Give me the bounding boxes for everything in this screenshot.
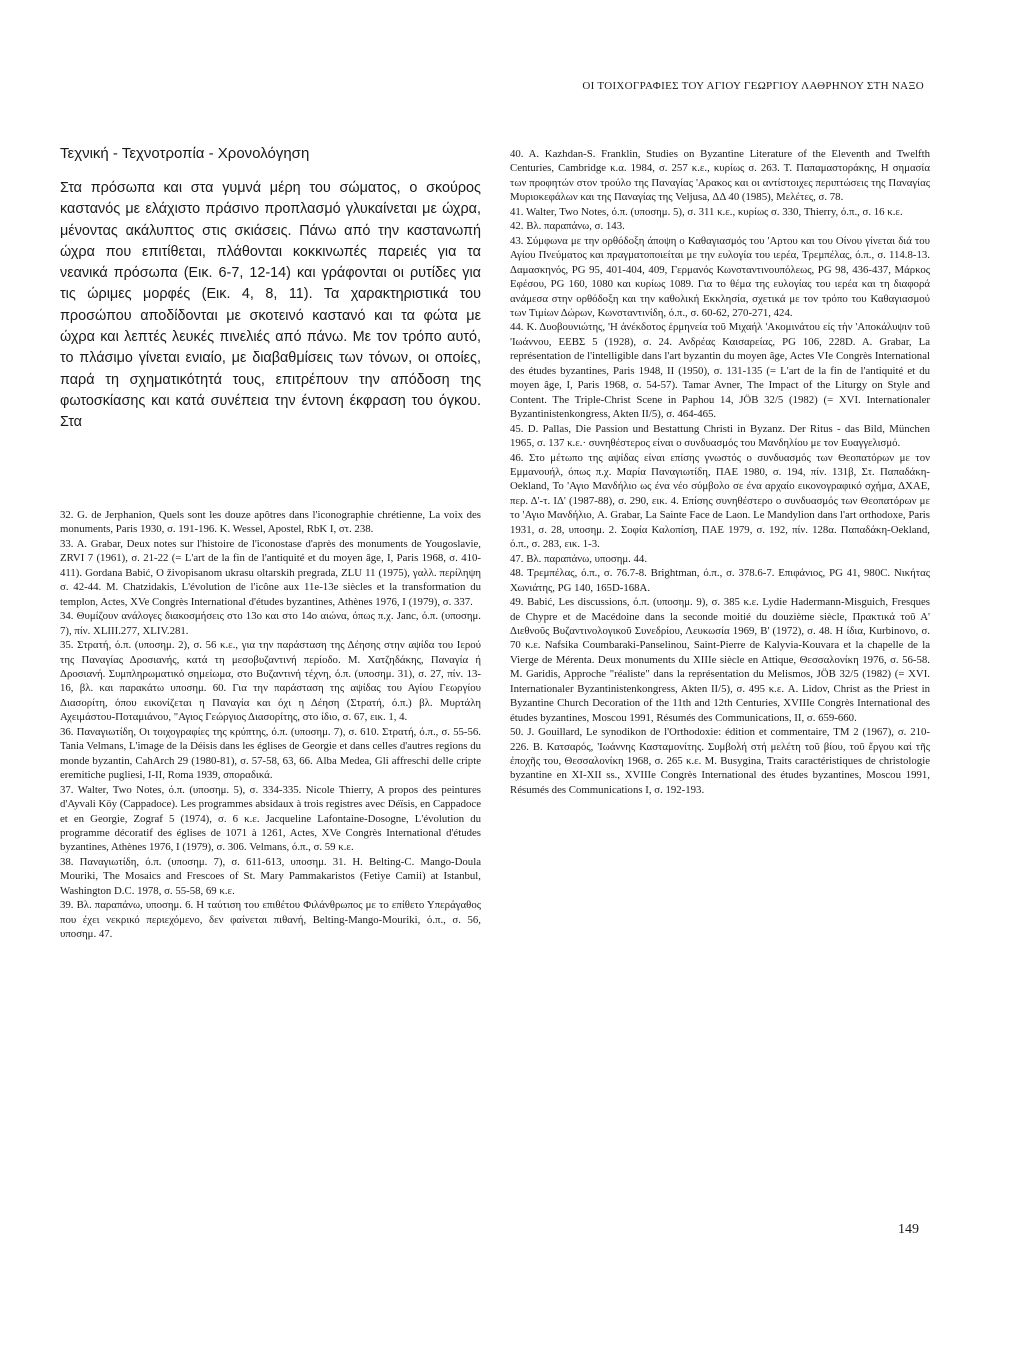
footnote-46: 46. Στο μέτωπο της αψίδας είναι επίσης γνωστός ο συνδυασμός των Θεοπατόρων με τον Εμμανουήλ, όπως π.χ. Μαρία Παναγιωτίδη, ΠΑΕ 1980, σ. 194, πίν. 131β, Στ. Παπαδάκη-Oekland, Το 'Αγιο Μανδήλιο ως ένα νέο σύμβολο σε ένα αρχαίο εικονογραφικό σχήμα, ΔΧΑΕ, περ. Δ'-τ. ΙΔ' (1987-88), σ. 290, εικ. 4. Επίσης συνηθέστερο ο συνδυασμός των Θεοπατόρων με το 'Αγιο Μανδήλιο, A. Grabar, La Sainte Face de Laon. Le Mandylion dans l'art orthodoxe, Paris 1931, σ. 28, υποσημ. 2. Σοφία Καλοπίση, ΠΑΕ 1979, σ. 192, πίν. 128α. Παπαδάκη-Oekland, ό.π., σ. 283, εικ. 1-3. [510,451,930,551]
footnote-33: 33. A. Grabar, Deux notes sur l'histoire de l'iconostase d'après des monuments de Yougoslavie, ZRVI 7 (1961), σ. 21-22 (= L'art de la fin de l'antiquité et du moyen âge, I, Paris 1968, σ. 410-411). Gordana Babić, O živopisanom ukrasu oltarskih pregrada, ZLU 11 (1975), γαλλ. περίληψη σ. 42-44. M. Chatzidakis, L'évolution de l'icône aux 11e-13e siècles et la transformation du templon, Actes, XVe Congrès International d'études byzantines, Athènes 1976, I (1979), σ. 337. [60,537,481,608]
footnote-37: 37. Walter, Two Notes, ό.π. (υποσημ. 5), σ. 334-335. Nicole Thierry, A propos des peintures d'Ayvali Köy (Cappadoce). Les programmes absidaux à trois registres avec Déïsis, en Cappadoce et en Georgie, Zograf 5 (1974), σ. 6 κ.ε. Jacqueline Lafontaine-Dosogne, L'évolution du programme décoratif des églises de 1071 à 1261, Actes, XVe Congrès International d'études byzantines, Athènes 1976, I (1979), σ. 306. Velmans, ό.π., σ. 59 κ.ε. [60,783,481,854]
footnote-45: 45. D. Pallas, Die Passion und Bestattung Christi in Byzanz. Der Ritus - das Bild, München 1965, σ. 137 κ.ε.· συνηθέστερος είναι ο συνδυασμός του Μανδηλίου με τον Ευαγγελισμό. [510,422,930,450]
right-column [510,147,930,797]
footnote-42: 42. Βλ. παραπάνω, σ. 143. [510,220,625,233]
footnote-32: 32. G. de Jerphanion, Quels sont les douze apôtres dans l'iconographie chrétienne, La voix des monuments, Paris 1930, σ. 191-196. K. Wessel, Apostel, RbK I, στ. 238. [60,509,481,536]
footnote-41: 41. Walter, Two Notes, ό.π. (υποσημ. 5), σ. 311 κ.ε., κυρίως σ. 330, Thierry, ό.π., σ. 16 κ.ε. [510,205,903,218]
section-title: Τεχνική - Τεχνοτροπία - Χρονολόγηση [60,145,310,162]
footnotes-left [60,508,481,942]
footnote-50: 50. J. Gouillard, Le synodikon de l'Orthodoxie: édition et commentaire, TM 2 (1967), σ. 210-226. Β. Κατσαρός, 'Ιωάννης Κασταμονίτης. Συμβολή στή μελέτη τοῦ βίου, τοῦ ἔργου καί τῆς ἐποχῆς του, Θεσσαλονίκη 1968, σ. 265 κ.ε. M. Busygina, Traits caractéristiques de christologie byzantine en XI-XII ss., XVIIIe Congrès International des études byzantines, Moscou 1991, Résumés des Communications I, σ. 192-193. [510,726,930,796]
footnote-47: 47. Βλ. παραπάνω, υποσημ. 44. [510,552,648,565]
page-number: 149 [898,1222,919,1237]
footnote-40: 40. A. Kazhdan-S. Franklin, Studies on Byzantine Literature of the Eleventh and Twelfth Centuries, Cambridge κ.α. 1984, σ. 257 κ.ε., κυρίως σ. 263. Τ. Παπαμαστοράκης, Η σημασία των προφητών στον τρούλο της Παναγίας 'Αρακος και οι αντίστοιχες περιπτώσεις της Παναγίας Μυριοκεφάλων και της Παναγίας της Veljusa, ΔΔ 40 (1985), Μελέτες, σ. 78. [510,148,930,204]
footnote-38: 38. Παναγιωτίδη, ό.π. (υποσημ. 7), σ. 611-613, υποσημ. 31. H. Belting-C. Mango-Doula Mouriki, The Mosaics and Frescoes of St. Mary Pammakaristos (Fetiye Camii) at Istanbul, Washington D.C. 1978, σ. 55-58, 69 κ.ε. [60,855,481,897]
footnote-43: 43. Σύμφωνα με την ορθόδοξη άποψη ο Καθαγιασμός του 'Αρτου και του Οίνου γίνεται διά του Αγίου Πνεύματος και πραγματοποιείται με την ευλογία του ιερέα, Τρεμπέλας, ό.π., σ. 114.8-13. Δαμασκηνός, PG 95, 401-404, 409, Γερμανός Κωνσταντινουπόλεως, PG 98, 436-437, Μάρκος Εφέσου, PG 160, 1080 και κυρίως 1089. Για το θέμα της ευλογίας του ιερέα και τη διαφορά ανάμεσα στην ορθόδοξη και την καθολική Εκκλησία, σχετικά με τον τρόπο του Καθαγιασμού των Τιμίων Δώρων, Κωνσταντινίδη, ό.π., σ. 60-62, 270-271, 424. [510,234,930,319]
footnote-48: 48. Τρεμπέλας, ό.π., σ. 76.7-8. Brightman, ό.π., σ. 378.6-7. Επιφάνιος, PG 41, 980C. Νικήτας Χωνιάτης, PG 140, 165D-168A. [510,567,930,594]
footnote-34: 34. Θυμίζουν ανάλογες διακοσμήσεις στο 13ο και στο 14ο αιώνα, όπως π.χ. Janc, ό.π. (υποσημ. 7), πίν. XLIII.277, XLIV.281. [60,610,481,637]
footnote-49: 49. Babić, Les discussions, ό.π. (υποσημ. 9), σ. 385 κ.ε. Lydie Hadermann-Misguich, Fresques de Chypre et de Macédoine dans la seconde moitié du douzième siècle, Πρακτικά τοῦ Α' Διεθνοῦς Βυζαντινολογικοῦ Συνεδρίου, Λευκωσία 1969, Β' (1972), σ. 48. Η ίδια, Kurbinovo, σ. 70 κ.ε. Nafsika Coumbaraki-Panselinou, Saint-Pierre de Kalyvia-Kouvara et la chapelle de la Vierge de Mérenta. Deux monuments du XIIIe siècle en Attique, Θεσσαλονίκη 1976, σ. 56-58. M. Garidis, Approche "réaliste" dans la représentation du Melismos, JÖB 32/5 (1982) (= XVI. Internationaler Byzantinistenkongress, Akten II/5), σ. 495 κ.ε. A. Lidov, Christ as the Priest in Byzantine Church Decoration of the 11th and 12th Centuries, XVIIIe Congrès International des études byzantines, Moscou 1991, Résumés des Communications, II, σ. 659-660. [510,596,930,724]
section-body: Στα πρόσωπα και στα γυμνά μέρη του σώματος, ο σκούρος καστανός με ελάχιστο πράσινο προπλασμό γλυκαίνεται με ώχρα, μένοντας ακάλυπτος στις σκιάσεις. Πάνω από την καστανωπή ώχρα που επιτίθεται, πλάθονται κοκκινωπές παρειές για τα νεανικά πρόσωπα (Εικ. 6-7, 12-14) και γράφονται οι ρυτίδες για τις ώριμες μορφές (Εικ. 4, 8, 11). Τα χαρακτηριστικά του προσώπου αποδίδονται με σκοτεινό καστανό και τα φώτα με ώχρα και λεπτές λευκές πινελιές από πάνω. Με τον τρόπο αυτό, το πλάσιμο γίνεται ενιαίο, με διαβαθμίσεις των τόνων, οι οποίες, παρά τη σχηματικότητά τους, επιτρέπουν την απόδοση της φωτοσκίασης και κατά συνέπεια την έντονη έκφραση του όγκου. Στα [60,180,481,431]
left-column [60,145,481,434]
footnote-36: 36. Παναγιωτίδη, Οι τοιχογραφίες της κρύπτης, ό.π. (υποσημ. 7), σ. 610. Στρατή, ό.π., σ. 55-56. Tania Velmans, L'image de la Déisis dans les églises de Georgie et dans celles d'autres regions du monde byzantin, CahArch 29 (1980-81), σ. 57-58, 63, 66. Alba Medea, Gli affreschi delle cripte eremitiche pugliesi, I-II, Roma 1939, σποραδικά. [60,725,481,782]
footnote-39: 39. Βλ. παραπάνω, υποσημ. 6. Η ταύτιση του επιθέτου Φιλάνθρωπος με το επίθετο Υπεράγαθος που έχει νεκρικό περιεχόμενο, δεν φαίνεται πιθανή, Belting-Mango-Mouriki, ό.π., σ. 56, υποσημ. 47. [60,899,481,941]
running-head: ΟΙ ΤΟΙΧΟΓΡΑΦΙΕΣ ΤΟΥ ΑΓΙΟΥ ΓΕΩΡΓΙΟΥ ΛΑΘΡΗΝΟΥ ΣΤΗ ΝΑΞΟ [582,80,924,92]
footnote-44: 44. Κ. Δυοβουνιώτης, 'Η ἀνέκδοτος ἑρμηνεία τοῦ Μιχαήλ 'Ακομινάτου εἰς τὴν 'Αποκάλυψιν τοῦ 'Ιωάννου, ΕΕΒΣ 5 (1928), σ. 24. Ανδρέας Καισαρείας, PG 106, 228D. A. Grabar, La représentation de l'intelligible dans l'art byzantin du moyen âge, Actes VIe Congrès International des études byzantines, Paris 1948, II (1950), σ. 131-135 (= L'art de la fin de l'antiquité et du moyen âge, I, Paris 1968, σ. 54-57). Tamar Avner, The Impact of the Liturgy on Style and Content. The Triple-Christ Scene in Paphou 14, JÖB 32/5 (1982) (= XVI. Internationaler Byzantinistenkongress, Akten II/5), σ. 464-465. [510,321,930,421]
footnote-35: 35. Στρατή, ό.π. (υποσημ. 2), σ. 56 κ.ε., για την παράσταση της Δέησης στην αψίδα του Ιερού της Παναγίας Δροσιανής, κατά τη μεσοβυζαντινή περίοδο. Μ. Χατζηδάκης, Παναγία ή Δροσιανή. Συμπληρωματικό σημείωμα, στο Βυζαντινή τέχνη, ό.π. (υποσημ. 31), σ. 27, πίν. 13-16, βλ. και παρακάτω υποσημ. 60. Για την παράσταση της αψίδας του Αγίου Γεωργίου Διασορίτη, όπου εικονίζεται η Παναγία και όχι η Δέηση (Στρατή, ό.π.) βλ. Μυρτάλη Αχειμάστου-Ποταμιάνου, "Αγιος Γεώργιος Διασορίτης, στο ίδιο, σ. 67, εικ. 1, 4. [60,639,481,724]
